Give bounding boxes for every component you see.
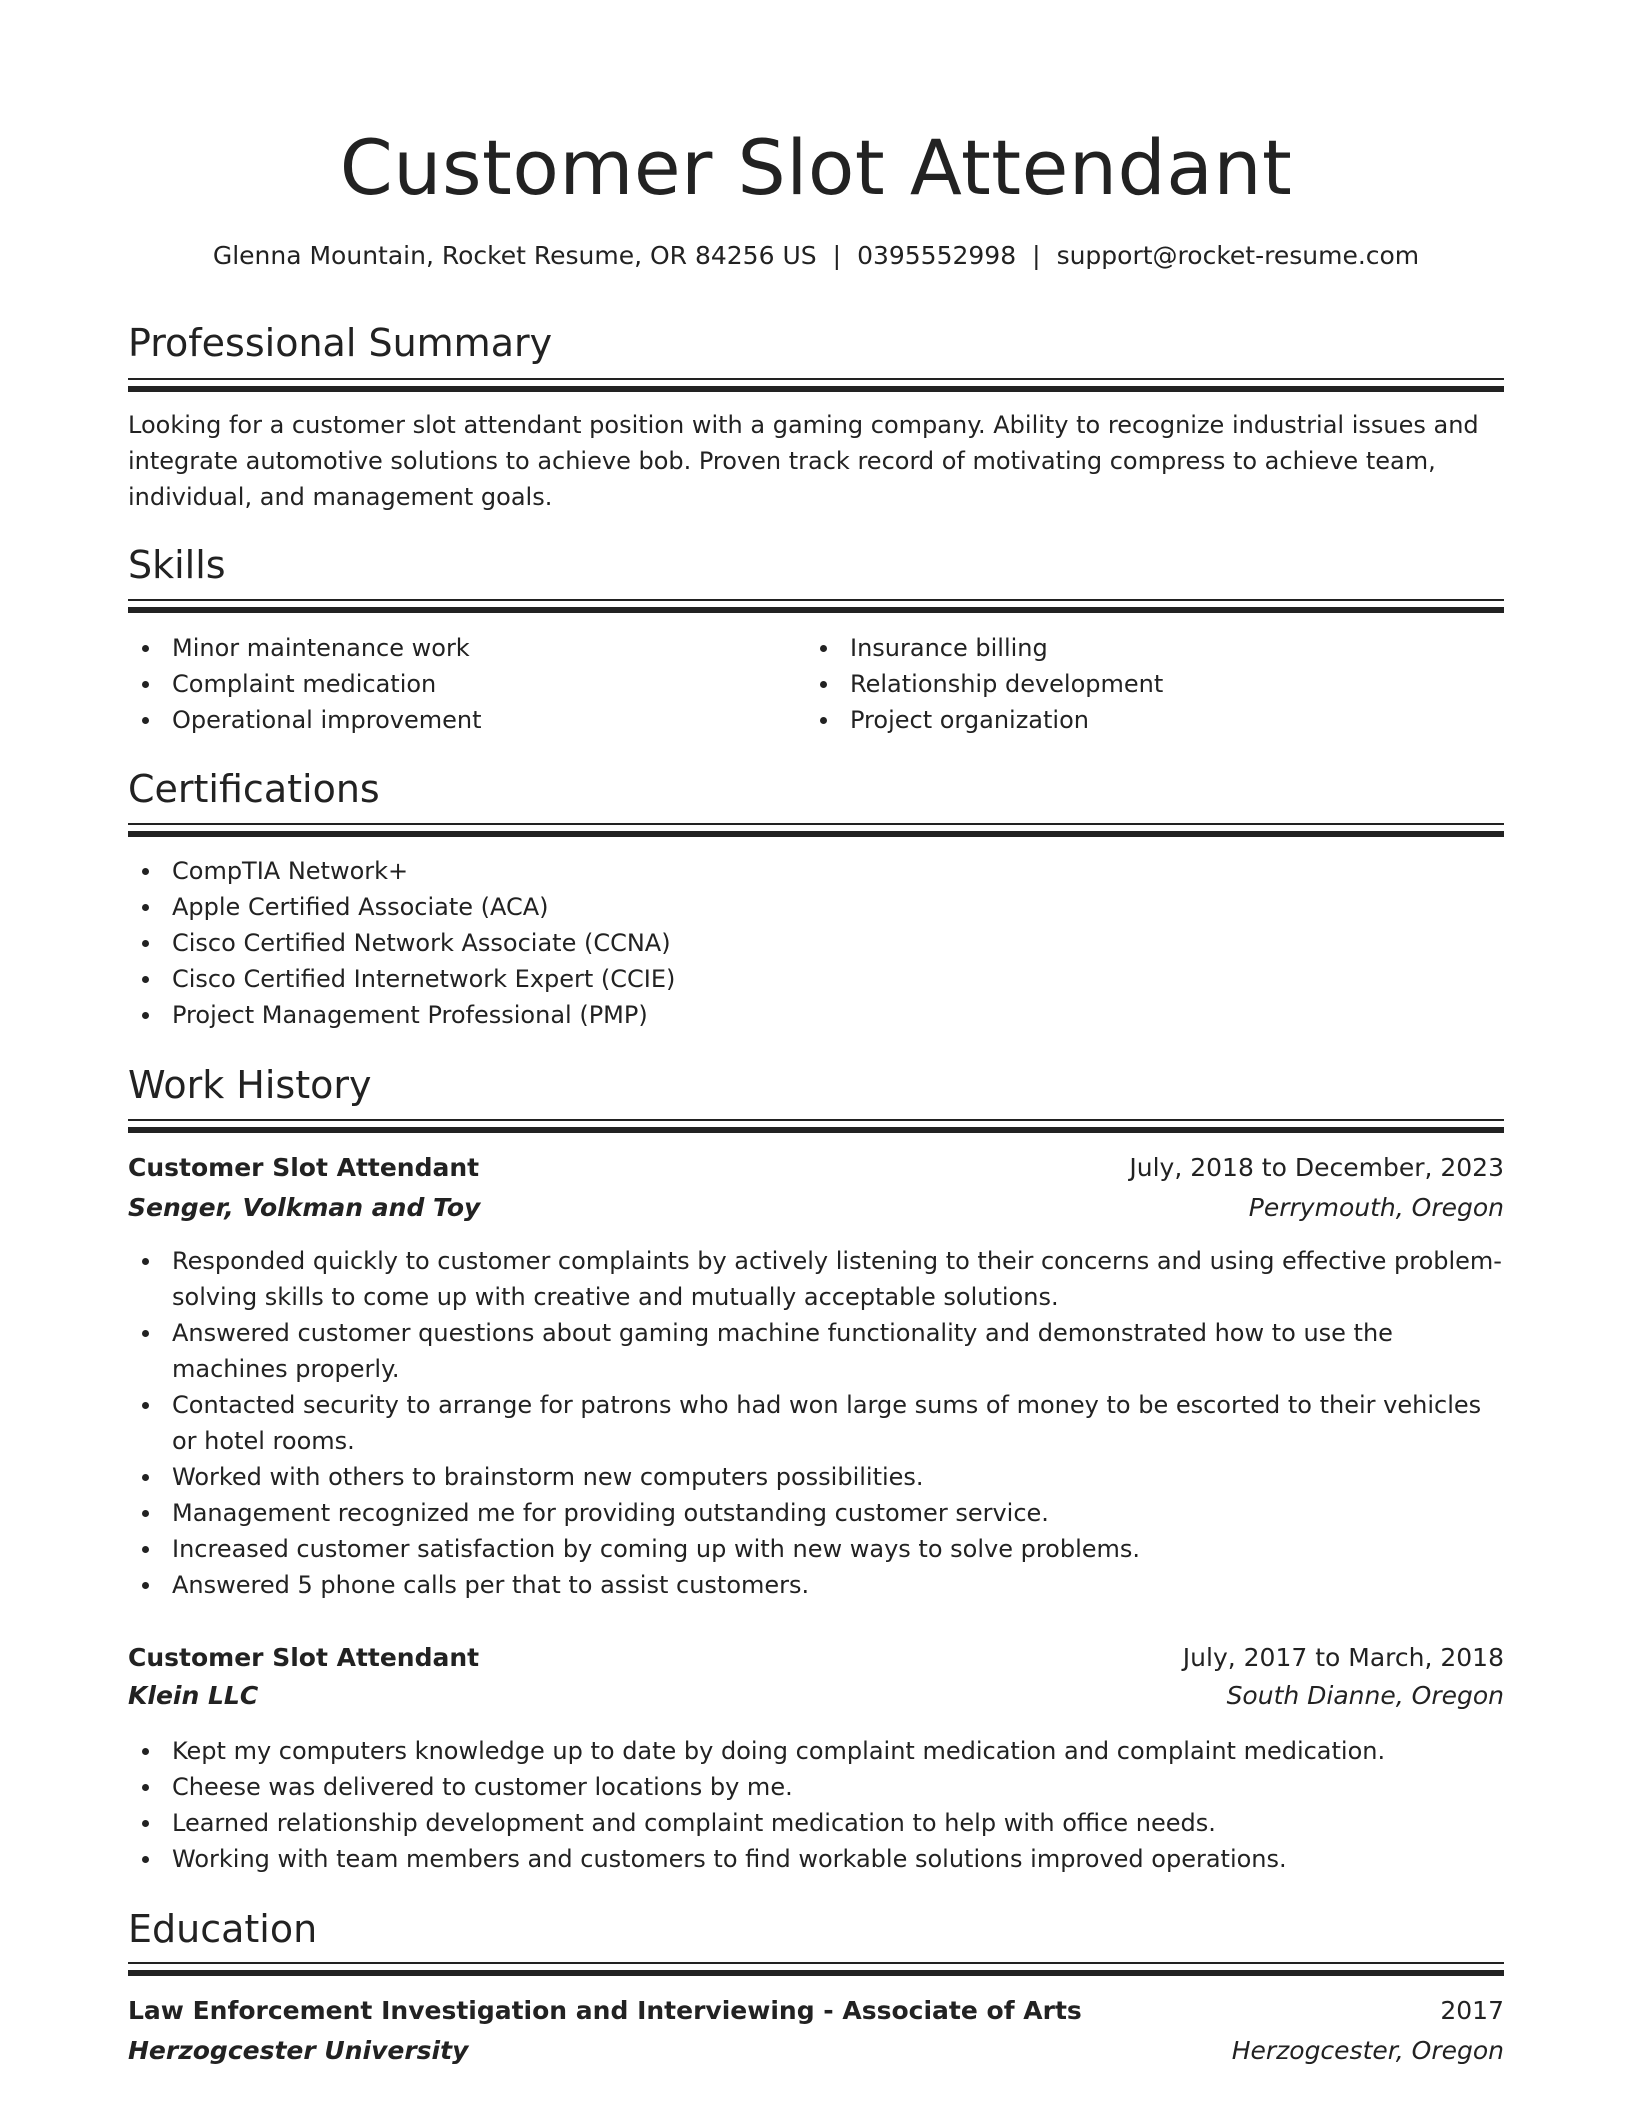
job-bullet: Cheese was delivered to customer locations by me. <box>128 1769 1504 1805</box>
section-title-summary: Professional Summary <box>128 321 553 365</box>
contact-phone: 0395552998 <box>857 241 1017 270</box>
certifications-list <box>128 853 1504 1033</box>
job-employer: Senger, Volkman and Toy <box>128 1193 481 1222</box>
job-location: Perrymouth, Oregon <box>1248 1193 1504 1222</box>
job-bullet: Kept my computers knowledge up to date by doing complaint medication and complaint medication. <box>128 1733 1504 1769</box>
job-bullets <box>128 1243 1504 1603</box>
job-bullet: Answered 5 phone calls per that to assist customers. <box>128 1567 1504 1603</box>
contact-line <box>128 238 1504 274</box>
job-bullet: Contacted security to arrange for patrons who had won large sums of money to be escorted to their vehicles or hotel rooms. <box>128 1387 1504 1459</box>
job-bullet: Worked with others to brainstorm new computers possibilities. <box>128 1459 1504 1495</box>
job-dates: July, 2017 to March, 2018 <box>1182 1643 1504 1672</box>
certification-item: Cisco Certified Network Associate (CCNA) <box>128 925 1504 961</box>
education-location: Herzogcester, Oregon <box>1231 2036 1504 2065</box>
section-title-work-history: Work History <box>128 1063 372 1107</box>
job-bullet: Responded quickly to customer complaints by actively listening to their concerns and using effective problem-solving skills to come up with creative and mutually acceptable solutions. <box>128 1243 1504 1315</box>
job-title: Customer Slot Attendant <box>128 1153 480 1182</box>
certification-item: Apple Certified Associate (ACA) <box>128 889 1504 925</box>
contact-email[interactable]: support@rocket-resume.com <box>1056 241 1420 270</box>
job-location: South Dianne, Oregon <box>1226 1681 1504 1710</box>
skill-item: Minor maintenance work <box>128 630 788 666</box>
job-subheader <box>128 1189 1504 1227</box>
certification-item: Project Management Professional (PMP) <box>128 997 1504 1033</box>
candidate-name: Customer Slot Attendant <box>339 123 1293 212</box>
contact-separator: | <box>1032 241 1041 270</box>
summary-text: Looking for a customer slot attendant position with a gaming company. Ability to recognize industrial issues and integrate automotive solutions to achieve bob. Proven track record of motivating compress to achieve team, individual, and management goals. <box>128 411 1479 511</box>
job-bullet: Increased customer satisfaction by coming up with new ways to solve problems. <box>128 1531 1504 1567</box>
section-divider <box>128 1119 1504 1133</box>
skills-list-left <box>128 630 788 738</box>
job-header <box>128 1639 1504 1677</box>
job-bullets <box>128 1733 1504 1877</box>
job-subheader <box>128 1677 1504 1715</box>
skill-item: Operational improvement <box>128 702 788 738</box>
education-school: Herzogcester University <box>128 2036 469 2065</box>
job-header <box>128 1149 1504 1187</box>
certification-item: Cisco Certified Internetwork Expert (CCIE) <box>128 961 1504 997</box>
section-divider <box>128 378 1504 392</box>
job-employer: Klein LLC <box>128 1681 259 1710</box>
section-divider <box>128 1962 1504 1976</box>
contact-address: Glenna Mountain, Rocket Resume, OR 84256 US <box>212 241 817 270</box>
skills-list-right <box>806 630 1504 738</box>
skill-item: Relationship development <box>806 666 1504 702</box>
education-header <box>128 1992 1504 2030</box>
education-year: 2017 <box>1440 1996 1504 2025</box>
job-title: Customer Slot Attendant <box>128 1643 480 1672</box>
section-divider <box>128 599 1504 613</box>
education-subheader <box>128 2032 1504 2070</box>
skill-item: Complaint medication <box>128 666 788 702</box>
section-title-skills: Skills <box>128 543 226 587</box>
job-bullet: Answered customer questions about gaming machine functionality and demonstrated how to use the machines properly. <box>128 1315 1504 1387</box>
contact-separator: | <box>832 241 842 270</box>
section-divider <box>128 823 1504 837</box>
job-dates: July, 2018 to December, 2023 <box>1129 1153 1504 1182</box>
section-title-certifications: Certifications <box>128 767 380 811</box>
job-bullet: Learned relationship development and complaint medication to help with office needs. <box>128 1805 1504 1841</box>
job-bullet: Management recognized me for providing outstanding customer service. <box>128 1495 1504 1531</box>
skill-item: Project organization <box>806 702 1504 738</box>
skill-item: Insurance billing <box>806 630 1504 666</box>
job-bullet: Working with team members and customers to find workable solutions improved operations. <box>128 1841 1504 1877</box>
section-title-education: Education <box>128 1907 318 1951</box>
education-degree: Law Enforcement Investigation and Interviewing - Associate of Arts <box>128 1996 1082 2025</box>
certification-item: CompTIA Network+ <box>128 853 1504 889</box>
